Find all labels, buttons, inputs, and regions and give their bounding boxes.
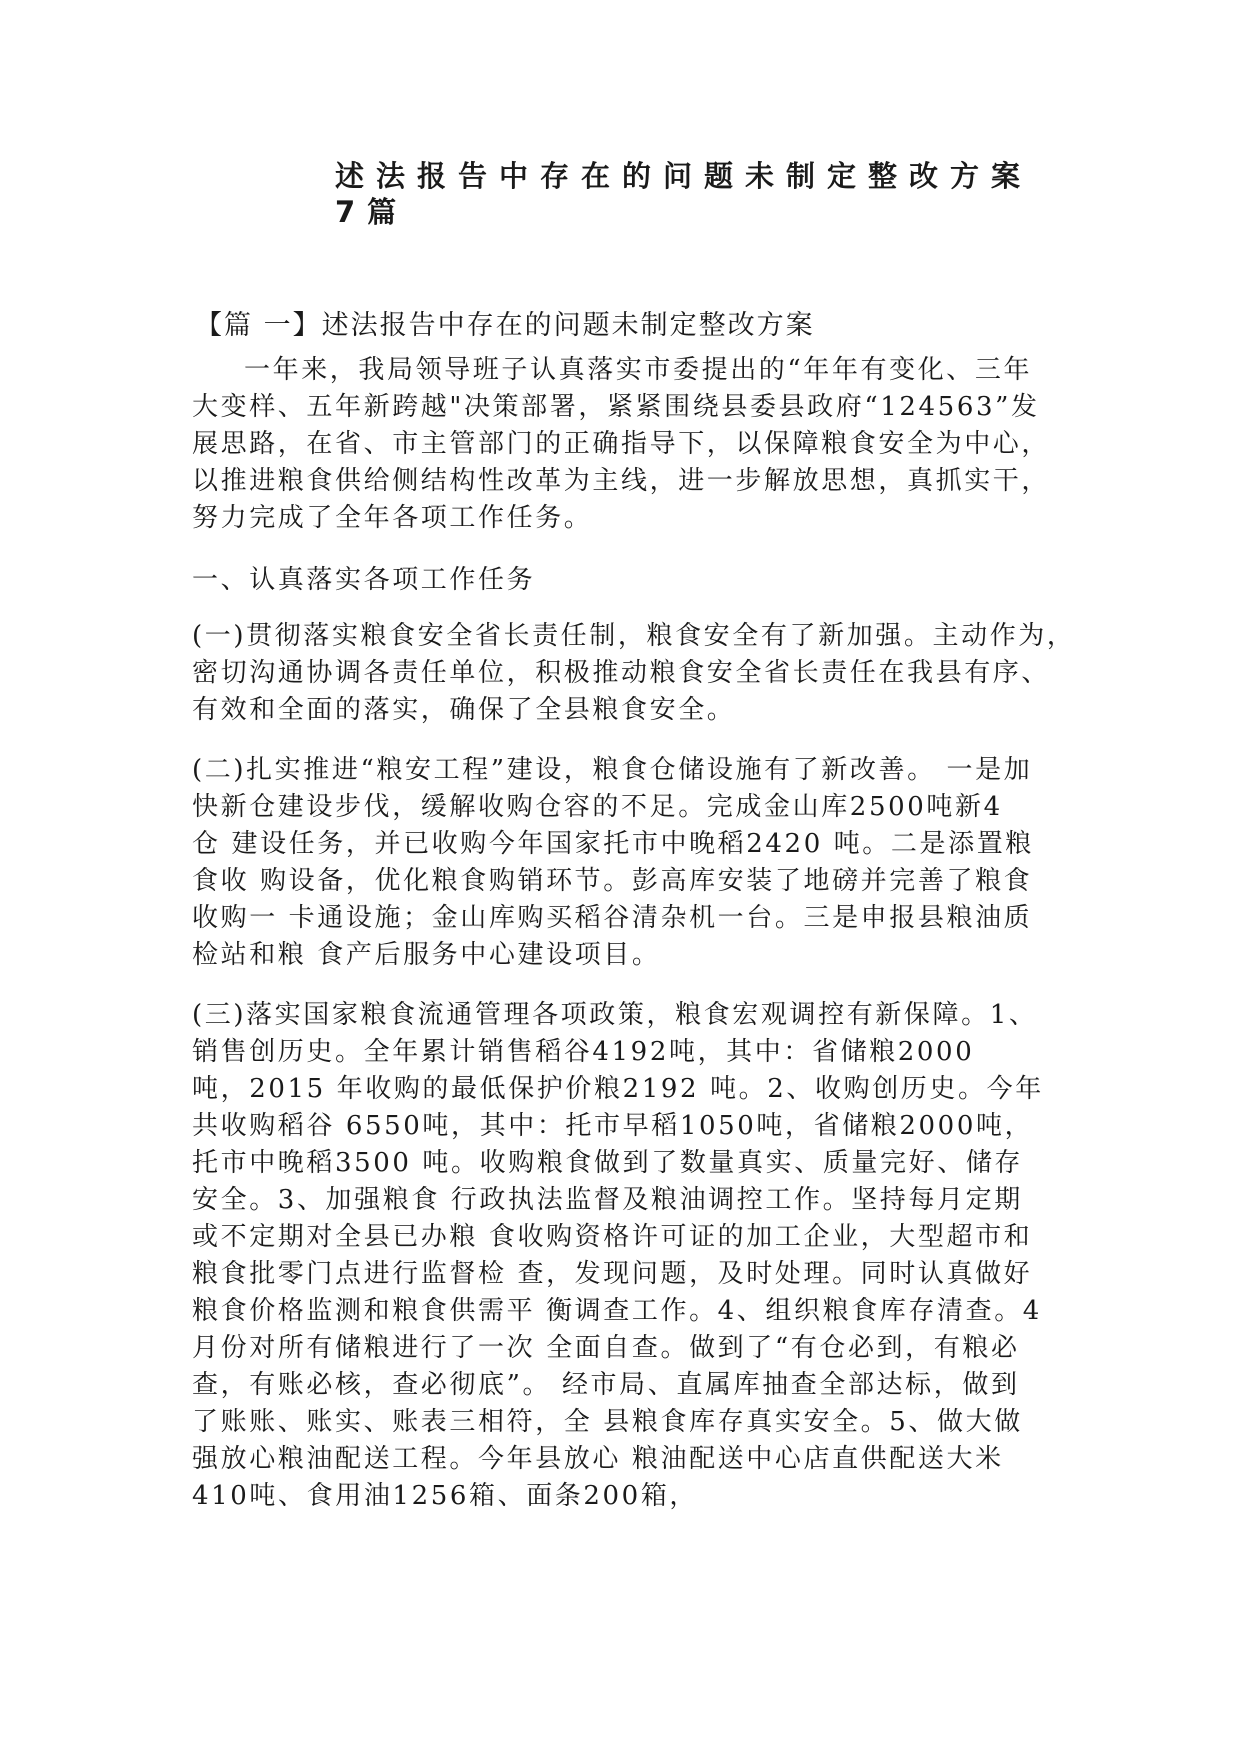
paragraph-item-3 (192, 997, 1062, 1515)
paragraph-line: 仓 建设任务，并已收购今年国家托市中晚稻2420 吨。二是添置粮 (192, 829, 1034, 859)
section-heading: 【篇 一】述法报告中存在的问题未制定整改方案 (195, 310, 815, 341)
document-title-line-1: 述法报告中存在的问题未制定整改方案 (335, 159, 1033, 193)
paragraph-line: 托市中晚稻3500 吨。收购粮食做到了数量真实、质量完好、储存 (192, 1148, 1024, 1178)
paragraph-line: 努力完成了全年各项工作任务。 (192, 503, 593, 533)
paragraph-line: 410吨、食用油1256箱、面条200箱， (192, 1481, 699, 1511)
paragraph-line: (二)扎实推进“粮安工程”建设，粮食仓储设施有了新改善。 一是加 (192, 755, 1033, 785)
paragraph-line: 大变样、五年新跨越"决策部署，紧紧围绕县委县政府“124563”发 (192, 392, 1040, 422)
paragraph-item-2 (192, 752, 1062, 974)
subheading-tasks (192, 562, 1062, 599)
paragraph-line: 共收购稻谷 6550吨，其中：托市早稻1050吨，省储粮2000吨， (192, 1111, 1034, 1141)
paragraph-line: 安全。3、加强粮食 行政执法监督及粮油调控工作。坚持每月定期 (192, 1185, 1023, 1215)
document-title (335, 158, 1055, 230)
paragraph-line: (三)落实国家粮食流通管理各项政策，粮食宏观调控有新保障。1、 (192, 1000, 1038, 1030)
paragraph-line: 展思路，在省、市主管部门的正确指导下，以保障粮食安全为中心， (192, 429, 1051, 459)
paragraph-line: 一、认真落实各项工作任务 (192, 565, 536, 595)
paragraph-line: 吨，2015 年收购的最低保护价粮2192 吨。2、收购创历史。今年 (192, 1074, 1044, 1104)
paragraph-line: 密切沟通协调各责任单位，积极推动粮食安全省长责任在我县有序、 (192, 658, 1051, 688)
paragraph-intro (192, 352, 1062, 537)
paragraph-line: 月份对所有储粮进行了一次 全面自查。做到了“有仓必到，有粮必 (192, 1333, 1020, 1363)
paragraph-line: 有效和全面的落实，确保了全县粮食安全。 (192, 695, 736, 725)
paragraph-line: 食收 购设备，优化粮食购销环节。彭高库安装了地磅并完善了粮食 (192, 866, 1033, 896)
paragraph-line: 粮食批零门点进行监督检 查，发现问题，及时处理。同时认真做好 (192, 1259, 1033, 1289)
paragraph-line: 或不定期对全县已办粮 食收购资格许可证的加工企业，大型超市和 (192, 1222, 1033, 1252)
paragraph-line: 销售创历史。全年累计销售稻谷4192吨，其中：省储粮2000 (192, 1037, 975, 1067)
paragraph-line: 一年来，我局领导班子认真落实市委提出的“年年有变化、三年 (244, 355, 1033, 385)
paragraph-line: 收购一 卡通设施；金山库购买稻谷清杂机一台。三是申报县粮油质 (192, 903, 1033, 933)
paragraph-line: 粮食价格监测和粮食供需平 衡调查工作。4、组织粮食库存清查。4 (192, 1296, 1042, 1326)
paragraph-item-1 (192, 618, 1076, 729)
paragraph-line: 强放心粮油配送工程。今年县放心 粮油配送中心店直供配送大米 (192, 1444, 1004, 1474)
paragraph-line: 了账账、账实、账表三相符，全 县粮食库存真实安全。5、做大做 (192, 1407, 1023, 1437)
paragraph-line: 检站和粮 食产后服务中心建设项目。 (192, 940, 661, 970)
paragraph-line: 以推进粮食供给侧结构性改革为主线，进一步解放思想，真抓实干， (192, 466, 1051, 496)
paragraph-line: (一)贯彻落实粮食安全省长责任制，粮食安全有了新加强。主动作为， (192, 621, 1076, 651)
paragraph-line: 查，有账必核，查必彻底”。 经市局、直属库抽查全部达标，做到 (192, 1370, 1020, 1400)
paragraph-line: 快新仓建设步伐，缓解收购仓容的不足。完成金山库2500吨新4 (192, 792, 1003, 822)
document-title-line-2: 7篇 (335, 195, 409, 229)
